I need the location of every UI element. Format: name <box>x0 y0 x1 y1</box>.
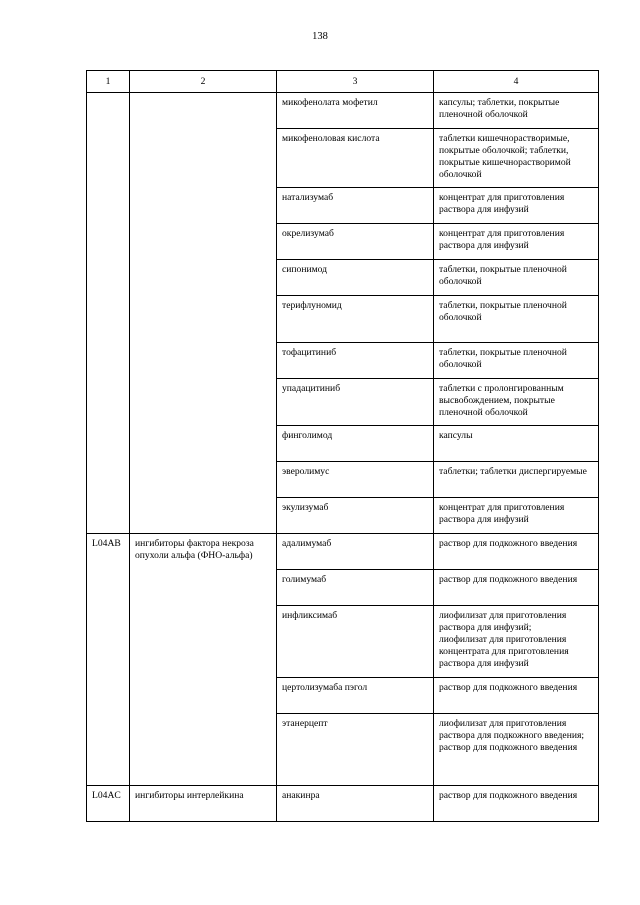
substance-cell <box>277 462 434 498</box>
dosage-form-cell <box>434 426 599 462</box>
substance-name: упадацитиниб <box>282 383 341 394</box>
dosage-form: раствор для подкожного введения <box>439 538 578 549</box>
substance-name: голимумаб <box>282 574 327 585</box>
table-body <box>87 93 599 822</box>
substance-name: этанерцепт <box>282 718 328 729</box>
substance-cell <box>277 570 434 606</box>
substance-cell <box>277 786 434 822</box>
dosage-form-cell <box>434 714 599 786</box>
substance-cell <box>277 296 434 343</box>
dosage-form: таблетки; таблетки диспергируемые <box>439 466 587 477</box>
dosage-form-cell <box>434 462 599 498</box>
atc-code-cell <box>87 93 130 534</box>
dosage-form: таблетки, покрытые пленочной оболочкой <box>439 264 567 287</box>
dosage-form-cell <box>434 786 599 822</box>
table-row <box>87 534 599 570</box>
column-header-3: 3 <box>277 71 434 93</box>
substance-cell <box>277 343 434 379</box>
substance-name: эверолимус <box>282 466 330 477</box>
substance-cell <box>277 129 434 188</box>
substance-name: экулизумаб <box>282 502 329 513</box>
group-name: ингибиторы фактора некроза опухоли альфа (ФНО-альфа) <box>135 538 254 561</box>
substance-cell <box>277 379 434 426</box>
dosage-form: капсулы; таблетки, покрытые пленочной оболочкой <box>439 97 560 120</box>
substance-cell <box>277 498 434 534</box>
dosage-form: раствор для подкожного введения <box>439 682 578 693</box>
dosage-form-cell <box>434 224 599 260</box>
dosage-form-cell <box>434 93 599 129</box>
dosage-form: раствор для подкожного введения <box>439 574 578 585</box>
substance-name: микофеноловая кислота <box>282 133 380 144</box>
substance-name: окрелизумаб <box>282 228 334 239</box>
table-row <box>87 93 599 129</box>
group-name-cell <box>130 93 277 534</box>
substance-name: микофенолата мофетил <box>282 97 378 108</box>
dosage-form-cell <box>434 188 599 224</box>
dosage-form-cell <box>434 343 599 379</box>
dosage-form: таблетки, покрытые пленочной оболочкой <box>439 347 567 370</box>
substance-cell <box>277 534 434 570</box>
substance-cell <box>277 260 434 296</box>
dosage-form-cell <box>434 296 599 343</box>
dosage-form-cell <box>434 379 599 426</box>
substance-cell <box>277 93 434 129</box>
substance-name: натализумаб <box>282 192 334 203</box>
dosage-form: концентрат для приготовления раствора для инфузий <box>439 502 565 525</box>
table-row <box>87 786 599 822</box>
dosage-form-cell <box>434 534 599 570</box>
dosage-form: раствор для подкожного введения <box>439 790 578 801</box>
substance-name: анакинра <box>282 790 320 801</box>
substance-cell <box>277 678 434 714</box>
atc-code-cell <box>87 786 130 822</box>
dosage-form: лиофилизат для приготовления раствора для подкожного введения; раствор для подкожного введения <box>439 718 585 753</box>
substance-cell <box>277 714 434 786</box>
dosage-form-cell <box>434 570 599 606</box>
substance-name: инфликсимаб <box>282 610 338 621</box>
substance-name: сипонимод <box>282 264 328 275</box>
substance-name: цертолизумаба пэгол <box>282 682 368 693</box>
dosage-form-cell <box>434 606 599 678</box>
substance-cell <box>277 224 434 260</box>
atc-code: L04AC <box>92 790 121 801</box>
page-number: 138 <box>312 31 328 42</box>
dosage-form: концентрат для приготовления раствора для инфузий <box>439 228 565 251</box>
substance-name: тофацитиниб <box>282 347 337 358</box>
dosage-form: лиофилизат для приготовления раствора для инфузий; лиофилизат для приготовления концентрата для приготовления раствора для инфузий <box>439 610 569 669</box>
atc-code-cell <box>87 534 130 786</box>
dosage-form: концентрат для приготовления раствора для инфузий <box>439 192 565 215</box>
substance-cell <box>277 426 434 462</box>
substance-cell <box>277 188 434 224</box>
substance-name: финголимод <box>282 430 333 441</box>
dosage-form: таблетки с пролонгированным высвобождением, покрытые пленочной оболочкой <box>439 383 564 418</box>
column-header-2: 2 <box>130 71 277 93</box>
dosage-form: таблетки кишечнорастворимые, покрытые оболочкой; таблетки, покрытые кишечнорастворимой оболочкой <box>439 133 571 180</box>
group-name-cell <box>130 786 277 822</box>
table-header <box>87 71 599 93</box>
substance-cell <box>277 606 434 678</box>
group-name-cell <box>130 534 277 786</box>
medication-table <box>86 70 599 822</box>
dosage-form-cell <box>434 260 599 296</box>
dosage-form-cell <box>434 678 599 714</box>
dosage-form-cell <box>434 129 599 188</box>
dosage-form: таблетки, покрытые пленочной оболочкой <box>439 300 567 323</box>
column-header-4: 4 <box>434 71 599 93</box>
dosage-form: капсулы <box>439 430 473 441</box>
dosage-form-cell <box>434 498 599 534</box>
substance-name: терифлуномид <box>282 300 342 311</box>
substance-name: адалимумаб <box>282 538 332 549</box>
column-header-1: 1 <box>87 71 130 93</box>
group-name: ингибиторы интерлейкина <box>135 790 244 801</box>
atc-code: L04AB <box>92 538 121 549</box>
